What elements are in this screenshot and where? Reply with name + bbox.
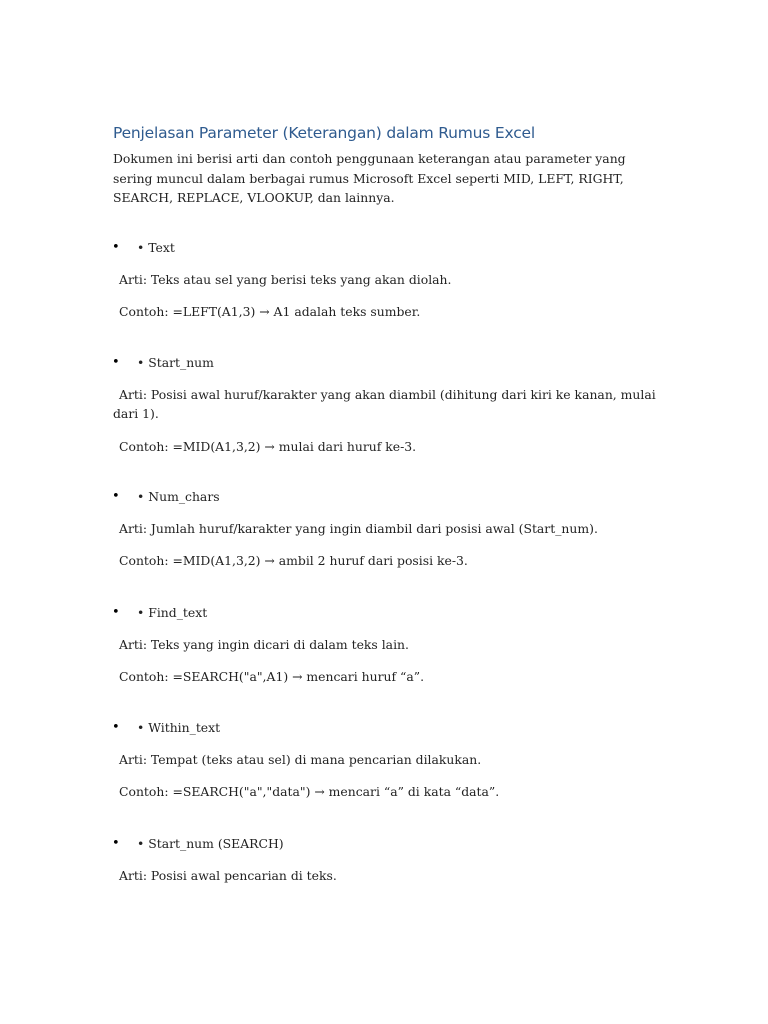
item-arti-find-text: Arti: Teks yang ingin dicari di dalam teks lain. [119,637,409,652]
item-heading-within-text: • Within_text [137,720,221,735]
item-heading-num-chars: • Num_chars [137,489,220,504]
document-title: Penjelasan Parameter (Keterangan) dalam Rumus Excel [113,124,535,142]
bullet-marker: • [112,240,120,255]
item-contoh-within-text: Contoh: =SEARCH("a","data") → mencari “a” di kata “data”. [119,784,500,799]
item-contoh-text: Contoh: =LEFT(A1,3) → A1 adalah teks sumber. [119,304,421,319]
item-heading-start-num-search: • Start_num (SEARCH) [137,836,284,851]
bullet-marker: • [112,355,120,370]
intro-paragraph: Dokumen ini berisi arti dan contoh penggunaan keterangan atau parameter yang sering muncul dalam berbagai rumus Microsoft Excel seperti MID, LEFT, RIGHT, SEARCH, REPLACE, VLOOKUP, dan lainnya. [113,151,626,205]
item-heading-start-num: • Start_num [137,355,214,370]
bullet-marker: • [112,605,120,620]
item-heading-text: • Text [137,240,175,255]
item-contoh-num-chars: Contoh: =MID(A1,3,2) → ambil 2 huruf dari posisi ke-3. [119,553,468,568]
item-arti-num-chars: Arti: Jumlah huruf/karakter yang ingin diambil dari posisi awal (Start_num). [119,521,598,536]
item-arti-start-num-search: Arti: Posisi awal pencarian di teks. [119,868,337,883]
bullet-marker: • [112,489,120,504]
item-arti-within-text: Arti: Tempat (teks atau sel) di mana pencarian dilakukan. [119,752,482,767]
item-arti-start-num: Arti: Posisi awal huruf/karakter yang akan diambil (dihitung dari kiri ke kanan, mulai dari 1). [113,387,656,421]
bullet-marker: • [112,720,120,735]
item-arti-text: Arti: Teks atau sel yang berisi teks yang akan diolah. [119,272,452,287]
item-heading-find-text: • Find_text [137,605,208,620]
bullet-marker: • [112,836,120,851]
item-contoh-start-num: Contoh: =MID(A1,3,2) → mulai dari huruf ke-3. [119,439,417,454]
item-contoh-find-text: Contoh: =SEARCH("a",A1) → mencari huruf “a”. [119,669,425,684]
